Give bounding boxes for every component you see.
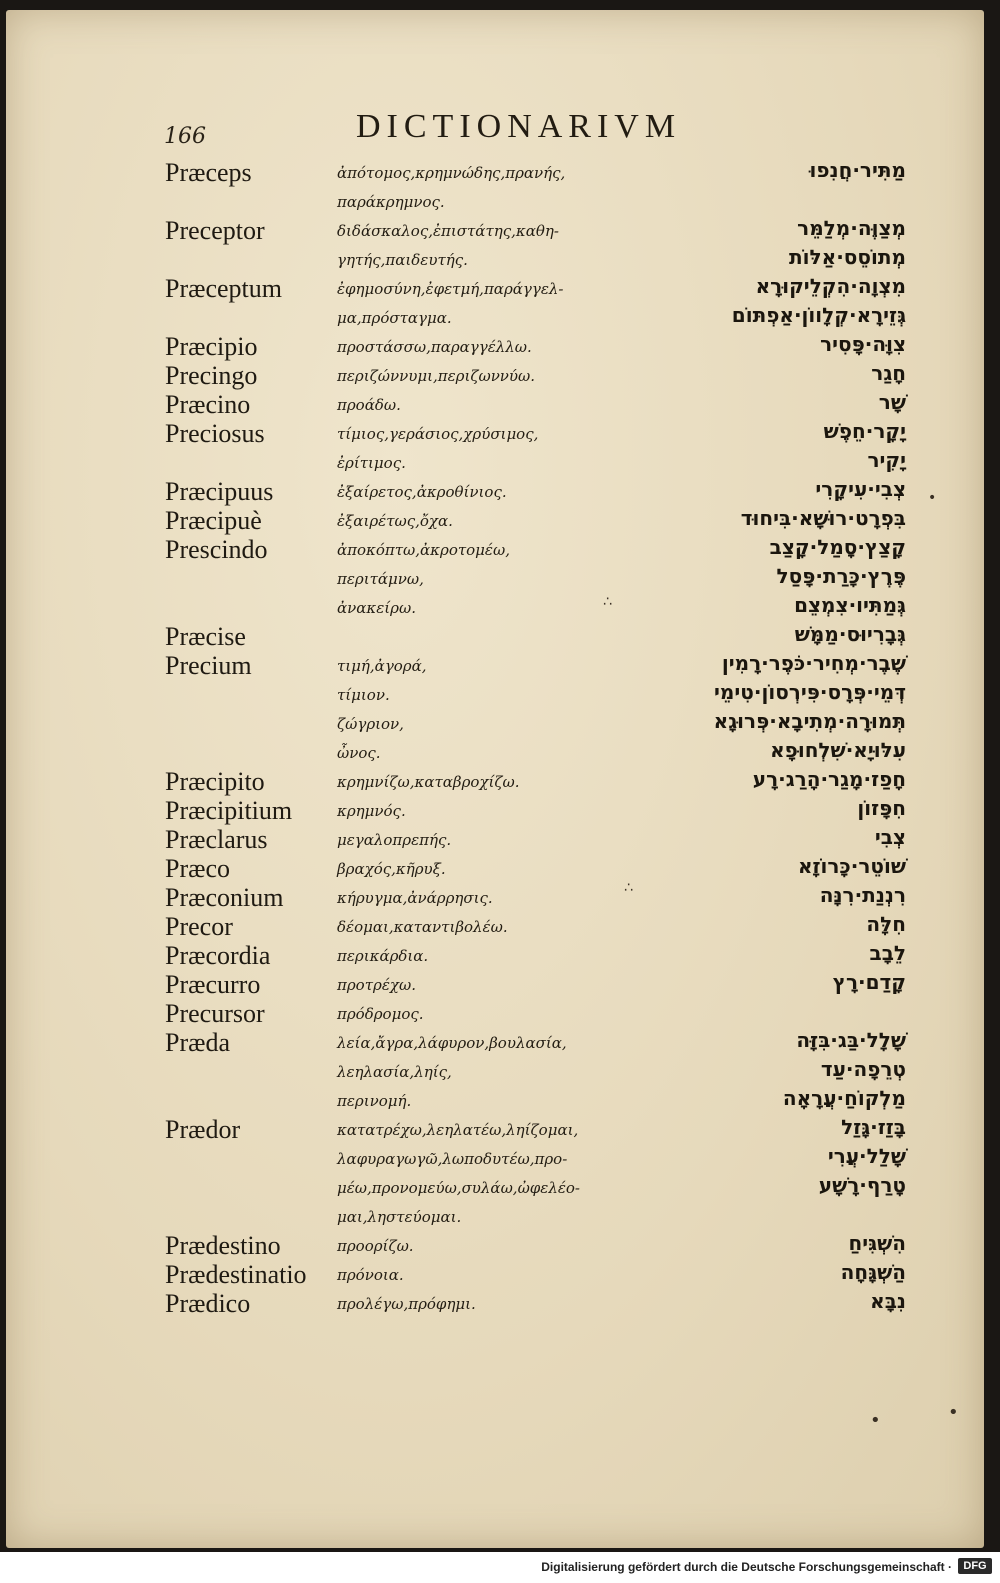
greek-gloss: ἀποκόπτω,ἀκροτομέω, bbox=[337, 541, 510, 559]
hebrew-gloss: הַשְׁגָּחָה bbox=[840, 1260, 906, 1284]
latin-headword: Præda bbox=[165, 1028, 230, 1057]
hebrew-gloss: לֵבָב bbox=[869, 941, 906, 965]
latin-headword: Præceptum bbox=[165, 274, 282, 303]
dictionary-row bbox=[6, 651, 984, 680]
book-page bbox=[6, 10, 984, 1548]
greek-gloss: μέω,προνομεύω,συλάω,ὠφελέο- bbox=[337, 1179, 581, 1197]
hebrew-gloss: מְתוֹסֵס·אַלּוֹת bbox=[789, 245, 906, 269]
greek-gloss: μα,πρόσταγμα. bbox=[337, 309, 452, 327]
dictionary-row bbox=[6, 1057, 984, 1086]
dictionary-row bbox=[6, 999, 984, 1028]
latin-headword: Præcipitium bbox=[165, 796, 293, 825]
hebrew-gloss: מַתִּיר·חֲנִפוּ bbox=[809, 158, 906, 182]
hebrew-gloss: קָצַץ·סָמַל·קָצַב bbox=[769, 535, 906, 559]
greek-gloss: ἐξαίρετος,ἀκροθίνιος. bbox=[337, 483, 507, 501]
running-title: DICTIONARIVM bbox=[356, 108, 682, 145]
dictionary-row bbox=[6, 1086, 984, 1115]
dictionary-row bbox=[6, 709, 984, 738]
dictionary-row bbox=[6, 1202, 984, 1231]
greek-gloss: ἐρίτιμος. bbox=[337, 454, 406, 472]
hebrew-gloss: צִוָּה·פָּסִיר bbox=[820, 332, 906, 356]
latin-headword: Preciosus bbox=[165, 419, 265, 448]
greek-gloss: προστάσσω,παραγγέλλω. bbox=[337, 338, 532, 356]
greek-gloss: ἀπότομος,κρημνώδης,πρανής, bbox=[337, 164, 566, 182]
greek-gloss: προορίζω. bbox=[337, 1237, 414, 1255]
dictionary-row bbox=[6, 941, 984, 970]
dictionary-row bbox=[6, 854, 984, 883]
dictionary-row bbox=[6, 158, 984, 187]
latin-headword: Præceps bbox=[165, 158, 252, 187]
dictionary-row bbox=[6, 390, 984, 419]
dictionary-row bbox=[6, 1231, 984, 1260]
hebrew-gloss: חָפַז·מָגַר·הָרַג·רָע bbox=[752, 767, 906, 791]
dictionary-row bbox=[6, 216, 984, 245]
dictionary-row bbox=[6, 1115, 984, 1144]
dictionary-row bbox=[6, 593, 984, 622]
greek-gloss: λεηλασία,ληίς, bbox=[337, 1063, 452, 1081]
greek-gloss: πρόνοια. bbox=[337, 1266, 404, 1284]
hebrew-gloss: שָׁלָל·בַּג·בִּזָּה bbox=[796, 1028, 906, 1052]
latin-headword: Præconium bbox=[165, 883, 284, 912]
hebrew-gloss: בִּפְרָט·רוּשָׁא·בִּיחוּד bbox=[740, 506, 906, 530]
hebrew-gloss: הִשְׁגִּיחַ bbox=[848, 1231, 906, 1255]
greek-gloss: κατατρέχω,λεηλατέω,ληίζομαι, bbox=[337, 1121, 579, 1139]
latin-headword: Precingo bbox=[165, 361, 258, 390]
hebrew-gloss: גְּבָרִיוּס·מַמָּשׁ bbox=[794, 622, 906, 646]
greek-gloss: τίμιον. bbox=[337, 686, 390, 704]
latin-headword: Prædor bbox=[165, 1115, 241, 1144]
dictionary-row bbox=[6, 1173, 984, 1202]
latin-headword: Precium bbox=[165, 651, 252, 680]
hebrew-gloss: מַלְקוֹחַ·עֲרָאָה bbox=[782, 1086, 906, 1110]
latin-headword: Præcipito bbox=[165, 767, 265, 796]
greek-gloss: περιζώννυμι,περιζωννύω. bbox=[337, 367, 536, 385]
latin-headword: Præcordia bbox=[165, 941, 271, 970]
dictionary-row bbox=[6, 883, 984, 912]
greek-gloss: περινομή. bbox=[337, 1092, 412, 1110]
hebrew-gloss: חִלָּה bbox=[866, 912, 906, 936]
greek-gloss: τίμιος,γεράσιος,χρύσιμος, bbox=[337, 425, 539, 443]
dictionary-row bbox=[6, 622, 984, 651]
hebrew-gloss: גְּזֵירָא·קְלָווֹן·אַפְתּוֹם bbox=[731, 303, 906, 327]
hebrew-gloss: שׁוֹטֵר·כָּרוֹזָא bbox=[797, 854, 906, 878]
ornament-dot: • bbox=[870, 1410, 881, 1431]
latin-headword: Præclarus bbox=[165, 825, 268, 854]
dictionary-row bbox=[6, 970, 984, 999]
dictionary-row bbox=[6, 1144, 984, 1173]
greek-gloss: ἀνακείρω. bbox=[337, 599, 416, 617]
latin-headword: Precor bbox=[165, 912, 233, 941]
dictionary-row bbox=[6, 245, 984, 274]
dictionary-row bbox=[6, 912, 984, 941]
ornament-dots: ∴ bbox=[624, 880, 633, 896]
greek-gloss: λεία,ἄγρα,λάφυρον,βουλασία, bbox=[337, 1034, 567, 1052]
greek-gloss: ζώγριον, bbox=[337, 715, 404, 733]
latin-headword: Præco bbox=[165, 854, 230, 883]
hebrew-gloss: מִצְוָה·הִקְלֵיקוּרָא bbox=[755, 274, 906, 298]
ornament-dot: • bbox=[928, 490, 937, 506]
dictionary-row bbox=[6, 303, 984, 332]
greek-gloss: πρόδρομος. bbox=[337, 1005, 424, 1023]
greek-gloss: ὦνος. bbox=[337, 744, 381, 762]
latin-headword: Prædestino bbox=[165, 1231, 281, 1260]
dictionary-row bbox=[6, 361, 984, 390]
dictionary-row bbox=[6, 1289, 984, 1318]
hebrew-gloss: בָּזַז·גָּזַל bbox=[841, 1115, 906, 1139]
latin-headword: Præcise bbox=[165, 622, 246, 651]
greek-gloss: γητής,παιδευτής. bbox=[337, 251, 468, 269]
hebrew-gloss: צְבִי·עִיקָרִי bbox=[815, 477, 906, 501]
latin-headword: Prescindo bbox=[165, 535, 268, 564]
hebrew-gloss: צְבִי bbox=[874, 825, 906, 849]
hebrew-gloss: יָקִיר bbox=[867, 448, 906, 472]
footer-bar bbox=[0, 1552, 1000, 1583]
dictionary-row bbox=[6, 1260, 984, 1289]
hebrew-gloss: חִפָּזוֹן bbox=[857, 796, 906, 820]
page-number: 166 bbox=[164, 124, 206, 149]
greek-gloss: ἐφημοσύνη,ἐφετμή,παράγγελ- bbox=[337, 280, 564, 298]
dictionary-row bbox=[6, 506, 984, 535]
latin-headword: Prædico bbox=[165, 1289, 251, 1318]
greek-gloss: παράκρημνος. bbox=[337, 193, 445, 211]
hebrew-gloss: עִלּוּיָא·שִׁלְחוּפָא bbox=[770, 738, 906, 762]
greek-gloss: προλέγω,πρόφημι. bbox=[337, 1295, 476, 1313]
hebrew-gloss: טָרַף·רָשָׁע bbox=[818, 1173, 906, 1197]
dictionary-row bbox=[6, 274, 984, 303]
greek-gloss: ἐξαιρέτως,ὄχα. bbox=[337, 512, 453, 530]
greek-gloss: διδάσκαλος,ἐπιστάτης,καθη- bbox=[337, 222, 559, 240]
greek-gloss: μαι,ληστεύομαι. bbox=[337, 1208, 462, 1226]
greek-gloss: τιμή,ἀγορά, bbox=[337, 657, 427, 675]
hebrew-gloss: חָגַר bbox=[871, 361, 906, 385]
hebrew-gloss: שָׁלַל·עֲרִי bbox=[827, 1144, 906, 1168]
hebrew-gloss: יָקָר·חֵפֶשׁ bbox=[823, 419, 906, 443]
greek-gloss: περικάρδια. bbox=[337, 947, 429, 965]
latin-headword: Præcipuus bbox=[165, 477, 274, 506]
greek-gloss: περιτάμνω, bbox=[337, 570, 424, 588]
latin-headword: Præcipuè bbox=[165, 506, 262, 535]
ornament-dots: ∴ bbox=[603, 594, 612, 610]
dictionary-row bbox=[6, 825, 984, 854]
dictionary-row bbox=[6, 564, 984, 593]
dictionary-row bbox=[6, 332, 984, 361]
greek-gloss: λαφυραγωγῶ,λωποδυτέω,προ- bbox=[337, 1150, 568, 1168]
dictionary-row bbox=[6, 187, 984, 216]
hebrew-gloss: תְּמוּרָה·מְתִיבָא·פְּרוּגָא bbox=[713, 709, 906, 733]
greek-gloss: κρημνός. bbox=[337, 802, 406, 820]
dictionary-row bbox=[6, 477, 984, 506]
latin-headword: Præcurro bbox=[165, 970, 261, 999]
greek-gloss: προτρέχω. bbox=[337, 976, 416, 994]
latin-headword: Præcipio bbox=[165, 332, 258, 361]
greek-gloss: κρημνίζω,καταβροχίζω. bbox=[337, 773, 520, 791]
dictionary-row bbox=[6, 767, 984, 796]
latin-headword: Preceptor bbox=[165, 216, 265, 245]
greek-gloss: κήρυγμα,ἀνάρρησις. bbox=[337, 889, 493, 907]
hebrew-gloss: מְצַוֶּה·מְלַמֵּר bbox=[797, 216, 906, 240]
latin-headword: Præcino bbox=[165, 390, 251, 419]
hebrew-gloss: שָׁר bbox=[878, 390, 906, 414]
dictionary-row bbox=[6, 419, 984, 448]
hebrew-gloss: קָדַם·רָץ bbox=[832, 970, 906, 994]
dictionary-row bbox=[6, 1028, 984, 1057]
hebrew-gloss: שֶׁבֶר·מְחִיר·כֹּפֶר·רָמִין bbox=[721, 651, 906, 675]
dictionary-row bbox=[6, 680, 984, 709]
dictionary-row bbox=[6, 738, 984, 767]
greek-gloss: δέομαι,καταντιβολέω. bbox=[337, 918, 508, 936]
hebrew-gloss: נִבָּא bbox=[870, 1289, 906, 1313]
latin-headword: Prædestinatio bbox=[165, 1260, 307, 1289]
dfg-logo-icon: DFG bbox=[958, 1558, 992, 1574]
greek-gloss: βραχός,κῆρυξ. bbox=[337, 860, 446, 878]
ornament-dot: • bbox=[948, 1402, 959, 1423]
latin-headword: Precursor bbox=[165, 999, 265, 1028]
hebrew-gloss: דְּמֵי·פְּרָס·פִּירְסוֹן·טִימֵי bbox=[714, 680, 906, 704]
greek-gloss: μεγαλοπρεπής. bbox=[337, 831, 452, 849]
footer-credit: Digitalisierung gefördert durch die Deutsche Forschungsgemeinschaft · bbox=[541, 1560, 952, 1574]
hebrew-gloss: רִנְנַת·רִנָּה bbox=[819, 883, 906, 907]
dictionary-row bbox=[6, 448, 984, 477]
hebrew-gloss: טְרֵפָה·עַד bbox=[820, 1057, 906, 1081]
dictionary-row bbox=[6, 535, 984, 564]
greek-gloss: προάδω. bbox=[337, 396, 401, 414]
hebrew-gloss: גְּמַתִּיו·צִמְצֵם bbox=[794, 593, 906, 617]
hebrew-gloss: פֶּרֶץ·כָּרַת·פָּסַל bbox=[776, 564, 906, 588]
dictionary-row bbox=[6, 796, 984, 825]
